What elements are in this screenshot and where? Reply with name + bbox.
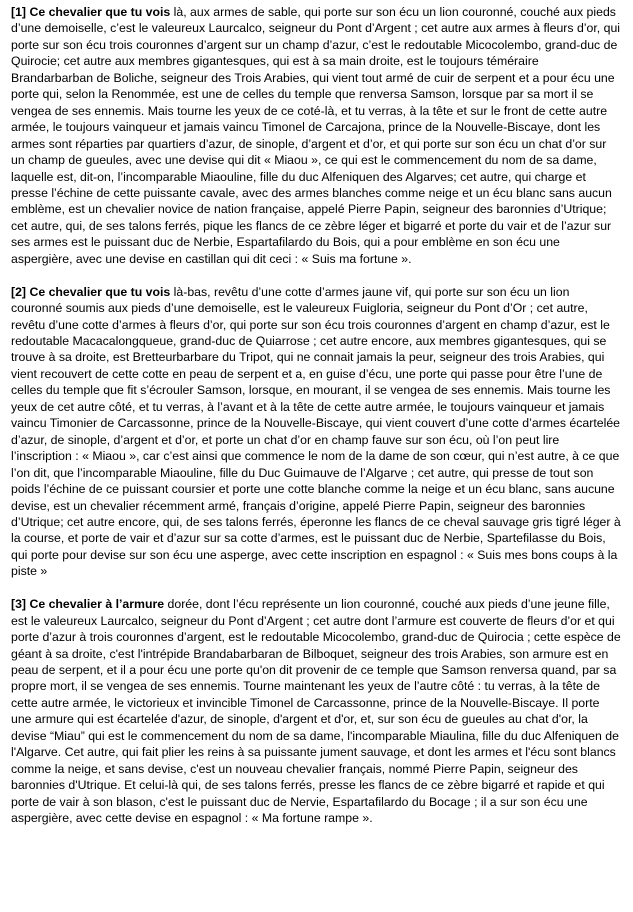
paragraph-1-text: là, aux armes de sable, qui porte sur son écu un lion couronné, couché aux pieds d’une demoiselle, c’est le valeureux Laurcalco, seigneur du Pont d’Argent ; cet autre aux armes à fleurs d’or, qui porte sur son écu trois couronnes d’argent sur un champ d’azur, c’est le redoutable Micocolembo, grand-duc de Quirocie; cet autre aux membres gigantesques, qui est à sa main droite, est le toujours téméraire Brandarbarban de Boliche, seigneur des Trois Arabies, qui vient tout armé de cuir de serpent et a pour écu une porte qui, selon la Renommée, est une de celles du temple que renversa Samson, lorsque par sa mort il se vengea de ses ennemis. Mais tourne les yeux de ce coté-là, et tu verras, à la tête et sur le front de cette autre armée, le toujours vainqueur et jamais vaincu Timonel de Carcajona, prince de la Nouvelle-Biscaye, dont les armes sont réparties par quartiers d’azur, de sinople, d’argent et d’or, et qui porte sur son écu un chat d’or sur un champ de gueules, avec une devise qui dit « Miaou », ce qui est le commencement du nom de sa dame, laquelle est, dit-on, l’incomparable Miaouline, fille du duc Alfeniquen des Algarves; cet autre, qui charge et presse l’échine de cette puissante cavale, avec des armes blanches comme neige et un écu blanc sans aucun emblème, est un chevalier novice de nation française, appelé Pierre Papin, seigneur des baronnies d’Utrique; cet autre, qui, de ses talons ferrés, pique les flancs de ce zèbre léger et bigarré et porte du vair et de l’azur sur ses armes est le puissant duc de Nerbie, Espartafilardo du Bois, qui a pour emblème en son écu une aspergière, avec une devise en castillan qui dit ceci : « Suis ma fortune ».: [11, 5, 621, 266]
paragraph-2-text: là-bas, revêtu d’une cotte d’armes jaune vif, qui porte sur son écu un lion couronné soumis aux pieds d’une demoiselle, est le valeureux Fuigloria, seigneur du Pont d’Or ; cet autre, revêtu d’une cotte d’armes à fleurs d’or, qui porte sur son écu trois couronnes d’argent en champ d’azur, est le redoutable Macacalongqueue, grand-duc de Quiarrose ; cet autre encore, aux membres gigantesques, qui se trouve à sa droite, est Bretteurbarbare du Tripot, qui ne connait jamais la peur, seigneur des trois Arabies, qui vient recouvert de cette cotte en peau de serpent et a, en guise d’écu, une porte qui passe pour être l’une de celles du temple que fit s’écrouler Samson, lorsque, en mourant, il se vengea de ses ennemis. Mais tourne les yeux de cet autre côté, et tu verras, à l’avant et à la tête de cette autre armée, le toujours vainqueur et jamais vaincu Timonier de Carcassonne, prince de la Nouvelle-Biscaye, qui vient couvert d’une cotte d’armes écartelée d’azur, de sinople, d’argent et d’or, et porte un chat d’or en champ fauve sur son écu, où l’on peut lire l’inscription : « Miaou », car c’est ainsi que commence le nom de la dame de son cœur, qui n’est autre, à ce que l’on dit, que l’incomparable Miaouline, fille du Duc Guimauve de l’Algarve ; cet autre, qui presse de tout son poids l’échine de ce puissant coursier et porte une cotte blanche comme la neige et un écu blanc, sans aucune devise, est un chevalier récemment armé, français d’origine, appelé Pierre Papin, seigneur des baronnies d’Utrique; cet autre encore, qui, de ses talons ferrés, éperonne les flancs de ce cheval sauvage gris tigré léger à la course, et porte de vair et d’azur sur sa cotte d’armes, est le puissant duc de Nerbie, Spartefilasse du Bois, qui porte pour devise sur son écu une asperge, avec cette inscription en espagnol : « Suis mes bons coups à la piste »: [11, 284, 621, 579]
paragraph-2-lead: [2] Ce chevalier que tu vois: [11, 284, 171, 299]
paragraph-2: [11, 284, 622, 580]
paragraph-3: [11, 596, 622, 826]
paragraph-1-lead: [1] Ce chevalier que tu vois: [11, 5, 171, 19]
paragraph-3-lead: [3] Ce chevalier à l’armure: [11, 597, 165, 612]
paragraph-1: [11, 4, 622, 267]
paragraph-3-text: dorée, dont l’écu représente un lion couronné, couché aux pieds d’une jeune fille, est le valeureux Laurcalco, seigneur du Pont d’Argent ; cet autre dont l’armure est couverte de fleurs d’or et qui porte d’azur à trois couronnes d’argent, est le redoutable Micocolembo, grand-duc de Quirocia ; cette espèce de géant à sa droite, c'est l'intrépide Brandabarbaran de Bilboquet, seigneur des trois Arabies, son armure est en peau de serpent, et il a pour écu une porte qu'on dit provenir de ce temple que Samson renversa quand, par sa propre mort, il se vengea de ses ennemis. Tourne maintenant les yeux de l’autre côté : tu verras, à la tête de cette autre armée, le victorieux et invincible Timonel de Carcassonne, prince de la Nouvelle-Biscaye. Il porte une armure qui est écartelée d'azur, de sinople, d'argent et d'or, et, sur son écu de gueules au chat d'or, la devise “Miau” qui est le commencement du nom de sa dame, l'incomparable Miaulina, fille du duc Alfeniquen de l'Algarve. Cet autre, qui fait plier les reins à sa puissante jument sauvage, et dont les armes et l'écu sont blancs comme la neige, et sans devise, c'est un nouveau chevalier français, nommé Pierre Papin, seigneur des baronnies d'Utrique. Et celui-là qui, de ses talons ferrés, presse les flancs de ce zèbre bigarré et rapide et qui porte de vair à son blason, c'est le puissant duc de Nervie, Espartafilardo du Bocage ; il a sur son écu une aspergière, avec cette devise en espagnol : « Ma fortune rampe ».: [11, 597, 621, 826]
